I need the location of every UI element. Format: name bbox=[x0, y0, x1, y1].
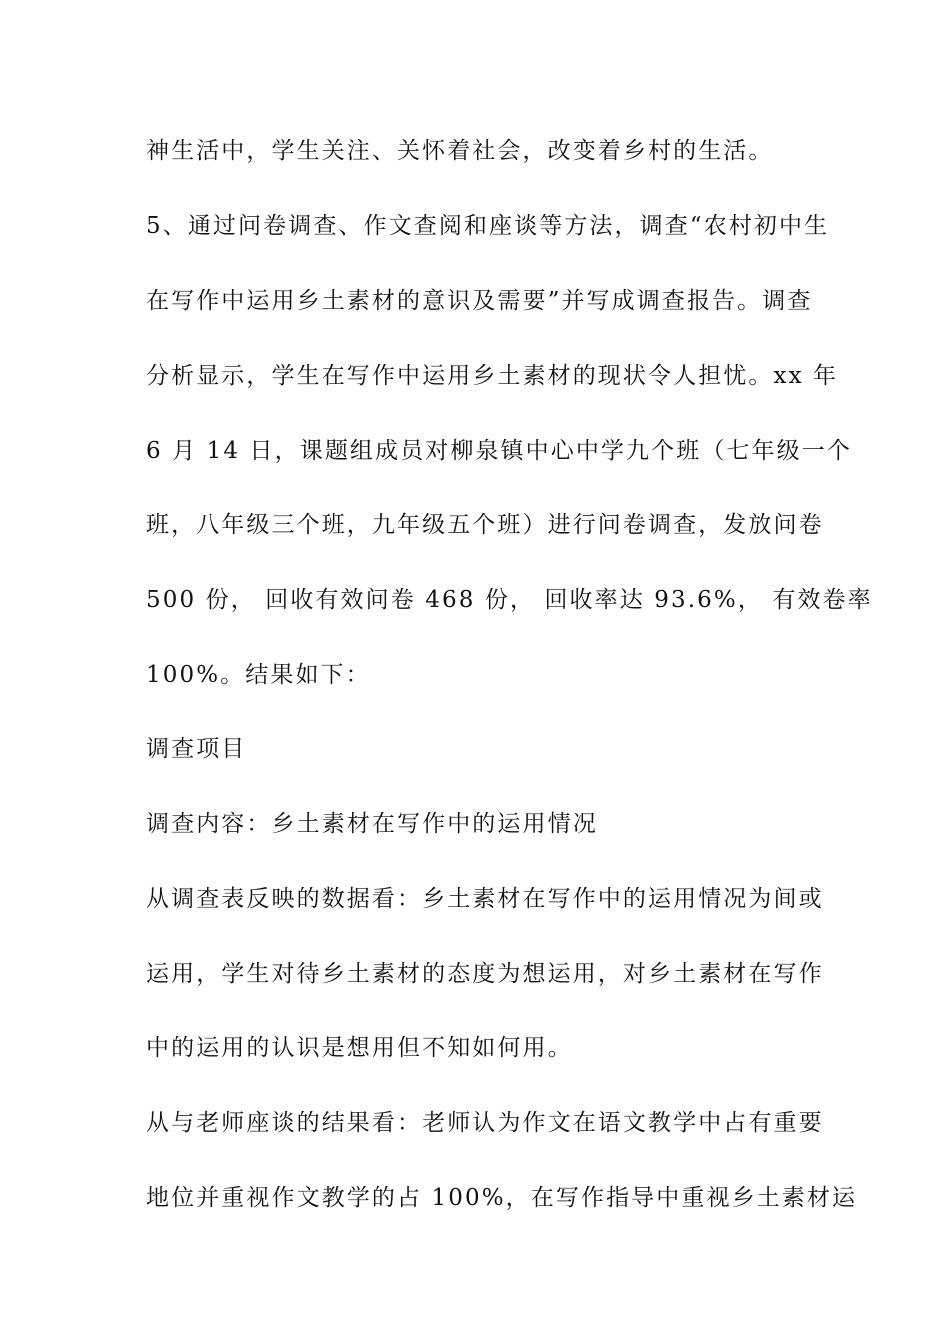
text-line-8: 100%。结果如下： bbox=[146, 662, 371, 688]
section-heading-survey-item: 调查项目 bbox=[146, 736, 247, 762]
text-line-4: 分析显示，学生在写作中运用乡土素材的现状令人担忧。xx 年 bbox=[146, 363, 839, 389]
text-line-1: 神生活中，学生关注、关怀着社会，改变着乡村的生活。 bbox=[146, 138, 774, 164]
text-line-7: 500 份， 回收有效问卷 468 份， 回收率达 93.6%， 有效卷率 bbox=[146, 587, 873, 613]
text-line-13: 中的运用的认识是想用但不知如何用。 bbox=[146, 1035, 573, 1061]
text-line-15: 地位并重视作文教学的占 100%，在写作指导中重视乡土素材运 bbox=[146, 1185, 858, 1211]
text-line-5: 6 月 14 日，课题组成员对柳泉镇中心中学九个班（七年级一个 bbox=[146, 438, 852, 464]
text-line-6: 班，八年级三个班，九年级五个班）进行问卷调查，发放问卷 bbox=[146, 512, 824, 538]
text-line-survey-content: 调查内容：乡土素材在写作中的运用情况 bbox=[146, 811, 598, 837]
text-line-11: 从调查表反映的数据看：乡土素材在写作中的运用情况为间或 bbox=[146, 886, 824, 912]
text-line-12: 运用，学生对待乡土素材的态度为想运用，对乡土素材在写作 bbox=[146, 961, 824, 987]
text-line-2: 5、通过问卷调查、作文查阅和座谈等方法，调查“农村初中生 bbox=[146, 213, 830, 239]
text-line-14: 从与老师座谈的结果看：老师认为作文在语文教学中占有重要 bbox=[146, 1110, 824, 1136]
text-line-3: 在写作中运用乡土素材的意识及需要”并写成调查报告。调查 bbox=[146, 288, 813, 314]
